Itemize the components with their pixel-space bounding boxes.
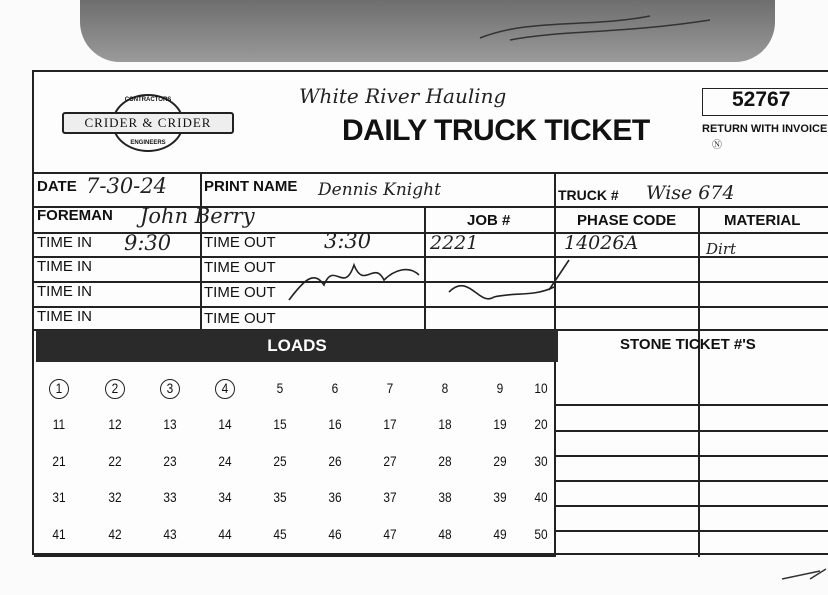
load-number: 44 — [218, 526, 232, 542]
truck-value: Wise 674 — [646, 182, 735, 204]
load-number: 3 — [166, 380, 174, 396]
background-scribble — [470, 8, 730, 48]
stone-tickets-label: STONE TICKET #'S — [620, 336, 756, 353]
load-number: 15 — [273, 416, 287, 432]
time-out-value: 3:30 — [324, 229, 372, 253]
date-label: DATE — [37, 178, 77, 195]
load-number: 6 — [331, 380, 339, 396]
load-circle — [105, 379, 125, 399]
rule — [424, 206, 426, 330]
load-number: 4 — [221, 380, 229, 396]
load-number: 24 — [218, 453, 232, 469]
time-out-label: TIME OUT — [204, 310, 276, 327]
load-number: 27 — [383, 453, 397, 469]
load-number: 35 — [273, 489, 287, 505]
union-mark: Ⓝ — [712, 140, 722, 151]
load-number: 12 — [108, 416, 122, 432]
foreman-value: John Berry — [140, 204, 255, 228]
load-circle — [160, 379, 180, 399]
load-number: 47 — [383, 526, 397, 542]
load-circle — [49, 379, 69, 399]
time-in-label: TIME IN — [37, 234, 92, 251]
load-number: 13 — [163, 416, 177, 432]
return-note: RETURN WITH INVOICE — [702, 123, 828, 135]
load-number: 5 — [276, 380, 284, 396]
print-name-label: PRINT NAME — [204, 178, 298, 195]
rule — [554, 172, 556, 557]
load-number: 18 — [438, 416, 452, 432]
load-number: 31 — [52, 489, 66, 505]
logo-band: CRIDER & CRIDER — [62, 112, 234, 134]
hauler-name: White River Hauling — [299, 84, 507, 108]
rule — [556, 480, 828, 482]
rule — [556, 430, 828, 432]
load-number: 1 — [55, 380, 63, 396]
rule — [556, 455, 828, 457]
job-value: 2221 — [430, 232, 479, 254]
phase-code-value: 14026A — [564, 232, 639, 254]
job-label: JOB # — [467, 212, 511, 229]
load-number: 40 — [534, 489, 548, 505]
time-out-label: TIME OUT — [204, 234, 276, 251]
load-number: 32 — [108, 489, 122, 505]
time-out-label: TIME OUT — [204, 259, 276, 276]
load-number: 41 — [52, 526, 66, 542]
load-number: 36 — [328, 489, 342, 505]
load-number: 48 — [438, 526, 452, 542]
time-in-value: 9:30 — [124, 231, 172, 255]
load-number: 49 — [493, 526, 507, 542]
time-in-label: TIME IN — [37, 283, 92, 300]
truck-label: TRUCK # — [558, 187, 619, 203]
load-number: 29 — [493, 453, 507, 469]
load-number: 8 — [441, 380, 449, 396]
load-number: 50 — [534, 526, 548, 542]
load-number: 2 — [111, 380, 119, 396]
rule — [34, 281, 828, 283]
load-number: 33 — [163, 489, 177, 505]
date-value: 7-30-24 — [86, 174, 167, 198]
load-number: 30 — [534, 453, 548, 469]
signature-scribble — [284, 250, 424, 310]
time-in-label: TIME IN — [37, 258, 92, 275]
loads-header: LOADS — [36, 330, 558, 362]
load-number: 20 — [534, 416, 548, 432]
rule — [556, 530, 828, 532]
load-number: 23 — [163, 453, 177, 469]
initials-scribble — [434, 252, 574, 312]
load-circle — [215, 379, 235, 399]
time-out-label: TIME OUT — [204, 284, 276, 301]
rule — [34, 555, 556, 557]
print-name-value: Dennis Knight — [318, 180, 441, 200]
logo-bottom-text: ENGINEERS — [130, 140, 166, 146]
material-label: MATERIAL — [724, 212, 801, 229]
load-number: 14 — [218, 416, 232, 432]
load-number: 46 — [328, 526, 342, 542]
page-title: DAILY TRUCK TICKET — [342, 114, 650, 147]
load-number: 38 — [438, 489, 452, 505]
rule — [556, 505, 828, 507]
load-number: 45 — [273, 526, 287, 542]
load-number: 43 — [163, 526, 177, 542]
load-number: 11 — [52, 416, 66, 432]
load-number: 19 — [493, 416, 507, 432]
load-number: 34 — [218, 489, 232, 505]
load-number: 39 — [493, 489, 507, 505]
ticket-number: 52767 — [732, 88, 791, 111]
load-number: 22 — [108, 453, 122, 469]
load-number: 28 — [438, 453, 452, 469]
rule — [200, 172, 202, 330]
time-in-label: TIME IN — [37, 308, 92, 325]
load-number: 17 — [383, 416, 397, 432]
logo-top-text: CONTRACTORS — [124, 97, 172, 103]
load-number: 25 — [273, 453, 287, 469]
rule — [556, 404, 828, 406]
load-number: 10 — [534, 380, 548, 396]
load-number: 16 — [328, 416, 342, 432]
foreman-label: FOREMAN — [37, 207, 113, 224]
phase-code-label: PHASE CODE — [577, 212, 677, 229]
corner-scribble — [780, 565, 828, 585]
material-value: Dirt — [706, 240, 737, 258]
company-logo — [62, 94, 234, 154]
load-number: 9 — [496, 380, 504, 396]
load-number: 26 — [328, 453, 342, 469]
load-number: 21 — [52, 453, 66, 469]
load-number: 42 — [108, 526, 122, 542]
rule — [34, 306, 828, 308]
load-number: 7 — [386, 380, 394, 396]
load-number: 37 — [383, 489, 397, 505]
truck-ticket — [32, 70, 828, 555]
